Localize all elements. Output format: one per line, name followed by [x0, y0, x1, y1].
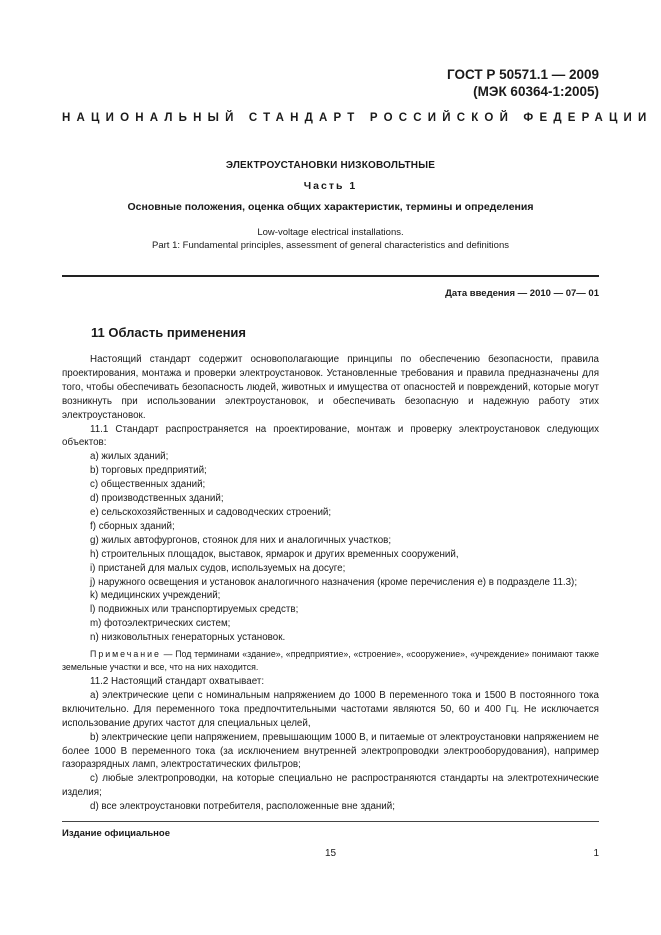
- note-label: Примечание: [90, 649, 161, 660]
- document-subtitle: Основные положения, оценка общих характеристик, термины и определения: [127, 201, 534, 213]
- edition-label: Издание официальное: [62, 828, 170, 839]
- english-title-line1: Low-voltage electrical installations.: [257, 227, 404, 238]
- list-item: f) сборных зданий;: [90, 520, 175, 532]
- list-item: b) торговых предприятий;: [90, 465, 207, 477]
- list-item: а) жилых зданий;: [90, 451, 169, 463]
- standard-number: ГОСТ Р 50571.1 — 2009: [447, 67, 599, 82]
- national-standard-banner: НАЦИОНАЛЬНЫЙ СТАНДАРТ РОССИЙСКОЙ ФЕДЕРАЦИИ: [62, 112, 653, 124]
- list-item: m) фотоэлектрических систем;: [90, 618, 231, 630]
- paragraph-intro: Настоящий стандарт содержит основополагающие принципы по обеспечению безопасности, правила проектирования, монтажа и проверки электроустановок. Установленные требования и правила предназначены для того, чтобы обеспечивать безопасность людей, животных и имущества от опасностей и повреждений, которые могут возникнуть при использовании электроустановок, и обеспечивать безопасную и надежную работу этих электроустановок.: [62, 354, 599, 421]
- list-item: j) наружного освещения и установок аналогичного назначения (кроме перечисления е) в подразделе 11.3);: [90, 576, 578, 588]
- section-body: [62, 353, 599, 814]
- title-divider: [62, 275, 599, 277]
- list-item: а) электрические цепи с номинальным напряжением до 1000 В переменного тока и 1500 В постоянного тока включительно. Для переменного тока предпочтительными частотами являются 50, 60 и 400 Гц. Не исключается использование других частот для специальных целей,: [62, 689, 599, 729]
- list-item: b) электрические цепи напряжением, превышающим 1000 В, и питаемые от электроустановки напряжением не более 1000 В переменного тока (за исключением внутренней электропроводки электрооборудования), например газоразрядных ламп, электростатических фильтров;: [62, 731, 599, 771]
- footer-divider: [62, 821, 599, 822]
- note-text: — Под терминами «здание», «предприятие», «строение», «сооружение», «учреждение» понимают также земельные участки и все, что на них находится.: [62, 649, 599, 672]
- list-item: с) общественных зданий;: [90, 479, 206, 491]
- list-item: h) строительных площадок, выставок, ярмарок и других временных сооружений,: [90, 548, 459, 560]
- list-item: е) сельскохозяйственных и садоводческих строений;: [90, 506, 332, 518]
- clause-11-1: 11.1 Стандарт распространяется на проектирование, монтаж и проверку электроустановок следующих объектов:: [62, 423, 599, 449]
- list-item: l) подвижных или транспортируемых средств;: [90, 604, 299, 616]
- list-item: k) медицинских учреждений;: [90, 590, 221, 602]
- section-heading: 11 Область применения: [91, 325, 247, 340]
- clause-11-2: 11.2 Настоящий стандарт охватывает:: [90, 676, 265, 688]
- part-label: Часть 1: [303, 180, 358, 192]
- document-title: ЭЛЕКТРОУСТАНОВКИ НИЗКОВОЛЬТНЫЕ: [225, 160, 436, 171]
- english-title: [62, 227, 599, 252]
- list-item: d) все электроустановки потребителя, расположенные вне зданий;: [90, 801, 395, 813]
- page-number-center: 15: [324, 848, 337, 859]
- page-number-right: 1: [593, 848, 599, 859]
- note: [62, 648, 599, 673]
- list-item: d) производственных зданий;: [90, 493, 224, 505]
- introduction-date: Дата введения — 2010 — 07— 01: [445, 288, 599, 299]
- iec-number: (МЭК 60364-1:2005): [473, 84, 599, 99]
- list-item: g) жилых автофургонов, стоянок для них и аналогичных участков;: [90, 534, 392, 546]
- list-item: n) низковольтных генераторных установок.: [90, 632, 286, 644]
- standard-code-block: [447, 66, 599, 100]
- english-title-line2: Part 1: Fundamental principles, assessment of general characteristics and definitions: [152, 239, 509, 251]
- list-item: с) любые электропроводки, на которые специально не распространяются стандарты на электротехнические изделия;: [62, 773, 599, 799]
- list-item: i) пристаней для малых судов, используемых на досуге;: [90, 562, 346, 574]
